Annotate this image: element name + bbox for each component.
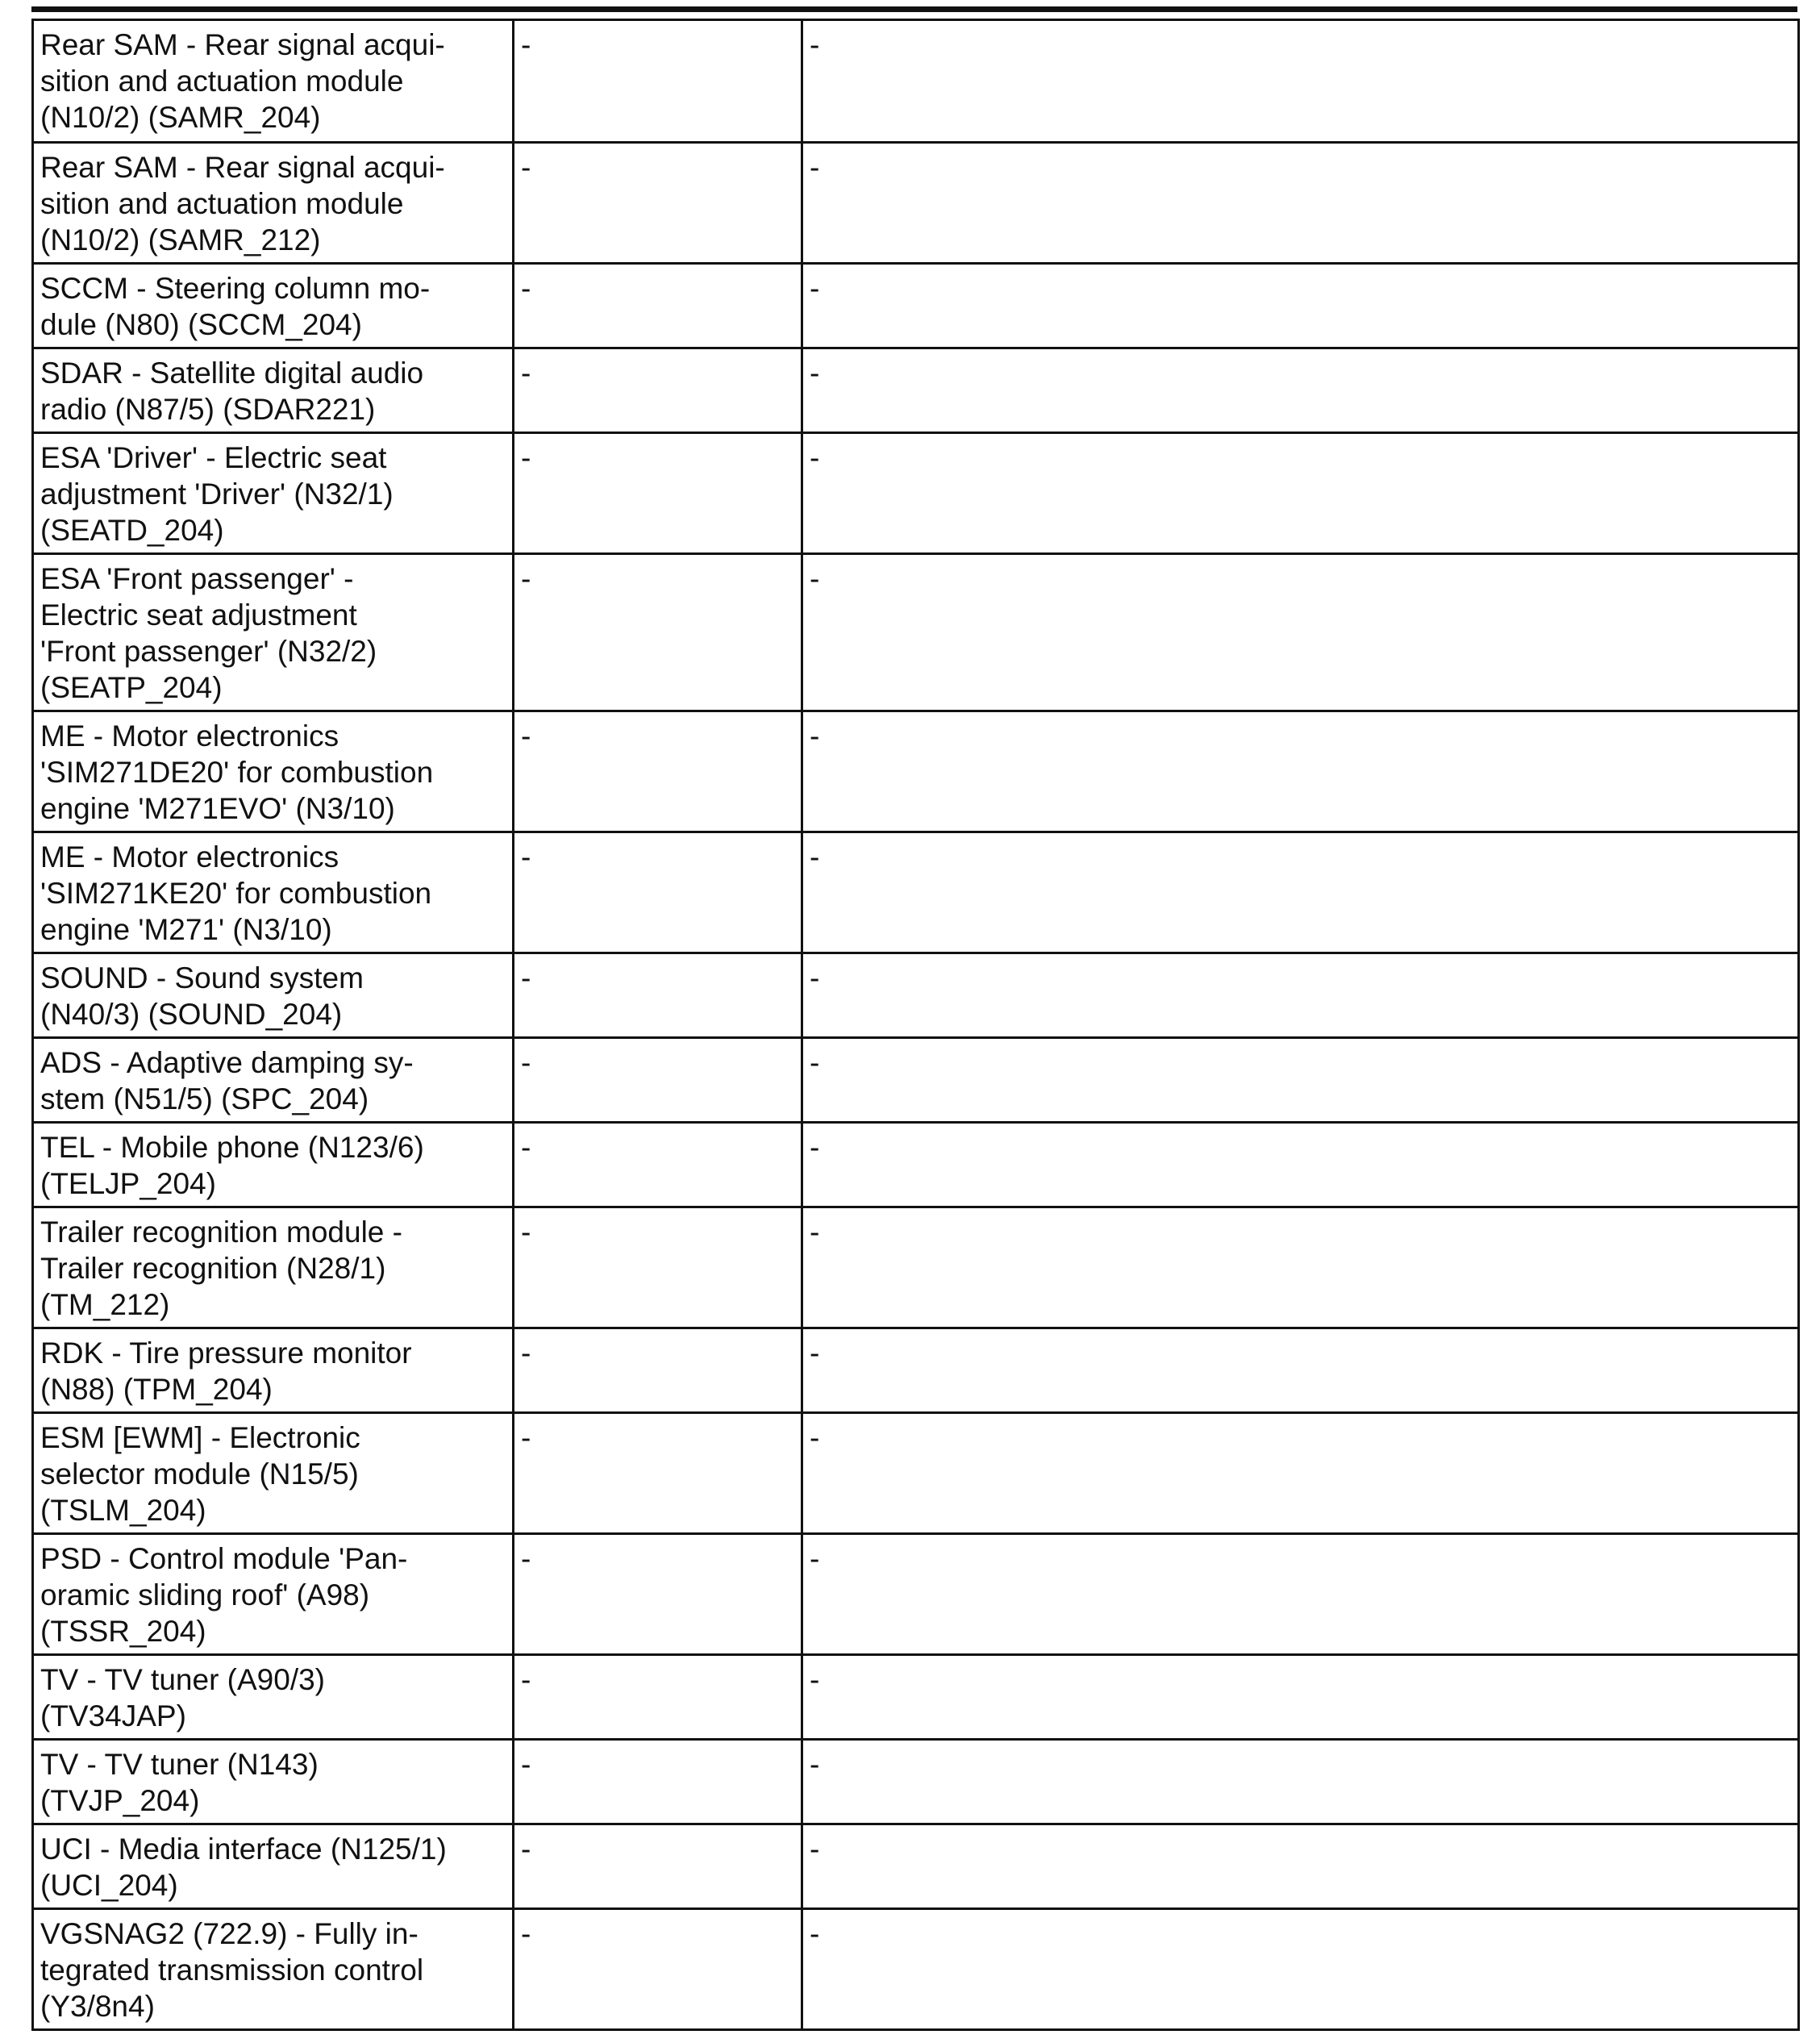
value-cell-3: - [802,433,1799,554]
table-body [33,20,1799,2030]
value-cell-2: - [514,1655,802,1740]
module-cell: UCI - Media interface (N125/1) (UCI_204) [33,1824,514,1909]
value-cell-3: - [802,554,1799,711]
table-row [33,1413,1799,1534]
module-cell: ME - Motor electronics 'SIM271KE20' for combustion engine 'M271' (N3/10) [33,832,514,953]
value-cell-3: - [802,20,1799,143]
table-row [33,1824,1799,1909]
table-row [33,143,1799,264]
module-cell: ADS - Adaptive damping sy- stem (N51/5) (SPC_204) [33,1038,514,1123]
value-cell-2: - [514,348,802,433]
value-cell-2: - [514,1413,802,1534]
module-cell: SOUND - Sound system (N40/3) (SOUND_204) [33,953,514,1038]
module-cell: TV - TV tuner (N143) (TVJP_204) [33,1740,514,1824]
table-row [33,1123,1799,1207]
table-row [33,20,1799,143]
value-cell-2: - [514,832,802,953]
value-cell-2: - [514,1207,802,1328]
module-cell: VGSNAG2 (722.9) - Fully in- tegrated transmission control (Y3/8n4) [33,1909,514,2030]
module-cell: ESM [EWM] - Electronic selector module (N15/5) (TSLM_204) [33,1413,514,1534]
module-cell: ESA 'Driver' - Electric seat adjustment 'Driver' (N32/1) (SEATD_204) [33,433,514,554]
value-cell-2: - [514,1740,802,1824]
control-unit-table [31,19,1800,2031]
value-cell-3: - [802,953,1799,1038]
table-row [33,1328,1799,1413]
value-cell-2: - [514,1038,802,1123]
value-cell-3: - [802,1038,1799,1123]
module-cell: TV - TV tuner (A90/3) (TV34JAP) [33,1655,514,1740]
value-cell-2: - [514,20,802,143]
table-row [33,433,1799,554]
value-cell-3: - [802,1655,1799,1740]
module-cell: SCCM - Steering column mo- dule (N80) (SCCM_204) [33,264,514,348]
value-cell-3: - [802,1207,1799,1328]
value-cell-3: - [802,1740,1799,1824]
module-cell: Rear SAM - Rear signal acqui- sition and actuation module (N10/2) (SAMR_212) [33,143,514,264]
table-row [33,1909,1799,2030]
table-row [33,1038,1799,1123]
value-cell-2: - [514,1328,802,1413]
table-row [33,1207,1799,1328]
value-cell-3: - [802,143,1799,264]
table-row [33,348,1799,433]
module-cell: RDK - Tire pressure monitor (N88) (TPM_204) [33,1328,514,1413]
value-cell-2: - [514,1824,802,1909]
module-cell: Rear SAM - Rear signal acqui- sition and actuation module (N10/2) (SAMR_204) [33,20,514,143]
module-cell: ESA 'Front passenger' - Electric seat adjustment 'Front passenger' (N32/2) (SEATP_204) [33,554,514,711]
table-row [33,1740,1799,1824]
module-cell: PSD - Control module 'Pan- oramic sliding roof' (A98) (TSSR_204) [33,1534,514,1655]
value-cell-3: - [802,1328,1799,1413]
value-cell-3: - [802,1123,1799,1207]
value-cell-2: - [514,711,802,832]
table-row [33,711,1799,832]
table-row [33,264,1799,348]
value-cell-3: - [802,348,1799,433]
top-rule [31,6,1797,12]
module-cell: SDAR - Satellite digital audio radio (N87/5) (SDAR221) [33,348,514,433]
value-cell-3: - [802,264,1799,348]
value-cell-2: - [514,1909,802,2030]
value-cell-2: - [514,264,802,348]
value-cell-2: - [514,433,802,554]
value-cell-3: - [802,1534,1799,1655]
table-row [33,1534,1799,1655]
value-cell-2: - [514,1123,802,1207]
table-row [33,554,1799,711]
table-row [33,832,1799,953]
value-cell-3: - [802,1909,1799,2030]
table-row [33,1655,1799,1740]
value-cell-3: - [802,711,1799,832]
value-cell-2: - [514,554,802,711]
value-cell-2: - [514,143,802,264]
table-row [33,953,1799,1038]
value-cell-3: - [802,1413,1799,1534]
module-cell: Trailer recognition module - Trailer recognition (N28/1) (TM_212) [33,1207,514,1328]
value-cell-2: - [514,1534,802,1655]
module-cell: TEL - Mobile phone (N123/6) (TELJP_204) [33,1123,514,1207]
value-cell-3: - [802,1824,1799,1909]
module-cell: ME - Motor electronics 'SIM271DE20' for combustion engine 'M271EVO' (N3/10) [33,711,514,832]
value-cell-3: - [802,832,1799,953]
value-cell-2: - [514,953,802,1038]
